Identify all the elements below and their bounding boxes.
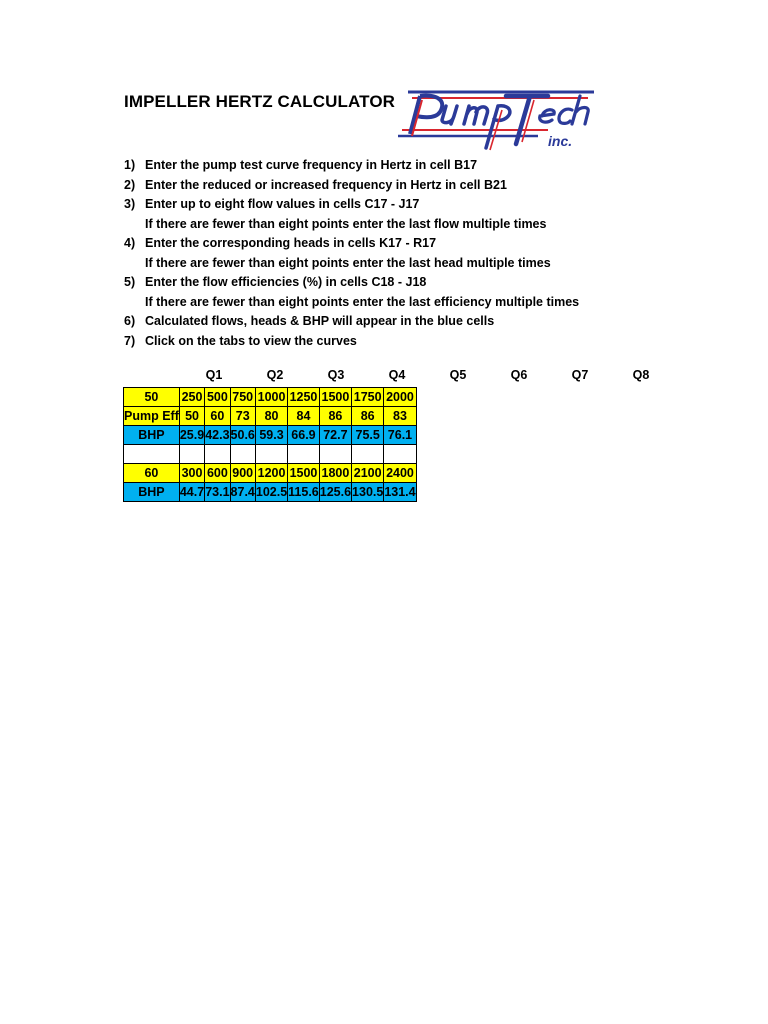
row-label-cell: Pump Eff xyxy=(124,407,180,426)
column-header-q7: Q7 xyxy=(571,368,589,382)
table-cell[interactable]: 2400 xyxy=(384,464,416,483)
table-cell[interactable]: 73 xyxy=(230,407,255,426)
table-cell xyxy=(384,445,416,464)
calculator-table xyxy=(123,387,417,502)
column-header-q4: Q4 xyxy=(388,368,406,382)
spacer-row xyxy=(124,445,417,464)
table-cell[interactable]: 1750 xyxy=(352,388,384,407)
table-cell xyxy=(179,445,204,464)
column-header-q3: Q3 xyxy=(327,368,345,382)
table-cell[interactable]: 300 xyxy=(179,464,204,483)
table-cell[interactable]: 83 xyxy=(384,407,416,426)
row-label-cell: BHP xyxy=(124,426,180,445)
table-cell[interactable]: 1500 xyxy=(288,464,320,483)
table-cell[interactable]: 2100 xyxy=(352,464,384,483)
table-cell xyxy=(205,445,230,464)
table-cell[interactable]: 86 xyxy=(319,407,351,426)
table-cell xyxy=(230,445,255,464)
table-cell[interactable]: 1500 xyxy=(319,388,351,407)
table-cell xyxy=(319,445,351,464)
table-cell: 75.5 xyxy=(352,426,384,445)
table-cell: 72.7 xyxy=(319,426,351,445)
pump-efficiency-row xyxy=(124,407,417,426)
column-header-q6: Q6 xyxy=(510,368,528,382)
table-cell[interactable]: 250 xyxy=(179,388,204,407)
table-cell[interactable]: 750 xyxy=(230,388,255,407)
instructions-list xyxy=(124,156,579,351)
new-frequency-flow-row xyxy=(124,464,417,483)
table-cell[interactable]: 60 xyxy=(205,407,230,426)
column-header-q2: Q2 xyxy=(266,368,284,382)
instruction-5-note: If there are fewer than eight points enter the last efficiency multiple times xyxy=(145,294,580,309)
table-cell[interactable]: 2000 xyxy=(384,388,416,407)
row-label-cell xyxy=(124,445,180,464)
table-cell xyxy=(352,445,384,464)
bhp-row-test xyxy=(124,426,417,445)
table-cell: 102.5 xyxy=(255,483,287,502)
table-cell[interactable]: 500 xyxy=(205,388,230,407)
instruction-7: 7) Click on the tabs to view the curves xyxy=(124,333,357,348)
instruction-5: 5) Enter the flow efficiencies (%) in cells C18 - J18 xyxy=(124,275,427,289)
table-cell: 76.1 xyxy=(384,426,416,445)
instruction-1: 1) Enter the pump test curve frequency in Hertz in cell B17 xyxy=(124,158,478,172)
table-cell: 66.9 xyxy=(288,426,320,445)
instruction-3-note: If there are fewer than eight points enter the last flow multiple times xyxy=(145,216,547,231)
instruction-3: 3) Enter up to eight flow values in cells C17 - J17 xyxy=(124,197,420,211)
table-cell xyxy=(288,445,320,464)
table-cell: 44.7 xyxy=(179,483,204,502)
column-header-q5: Q5 xyxy=(449,368,467,382)
test-frequency-flow-row xyxy=(124,388,417,407)
row-label-cell[interactable]: 50 xyxy=(124,388,180,407)
table-cell: 25.9 xyxy=(179,426,204,445)
table-cell[interactable]: 1250 xyxy=(288,388,320,407)
row-label-cell: BHP xyxy=(124,483,180,502)
table-cell[interactable]: 86 xyxy=(352,407,384,426)
table-cell[interactable]: 600 xyxy=(205,464,230,483)
table-cell[interactable]: 50 xyxy=(179,407,204,426)
table-cell: 73.1 xyxy=(205,483,230,502)
instruction-6: 6) Calculated flows, heads & BHP will appear in the blue cells xyxy=(124,314,495,328)
table-cell[interactable]: 1800 xyxy=(319,464,351,483)
logo-inc-text: inc. xyxy=(548,133,573,149)
column-header-q1: Q1 xyxy=(205,368,223,382)
table-cell[interactable]: 1000 xyxy=(255,388,287,407)
table-cell: 130.5 xyxy=(352,483,384,502)
instruction-4: 4) Enter the corresponding heads in cells K17 - R17 xyxy=(124,236,437,250)
instruction-4-note: If there are fewer than eight points enter the last head multiple times xyxy=(145,255,551,270)
table-cell: 50.6 xyxy=(230,426,255,445)
bhp-row-new xyxy=(124,483,417,502)
page-title: IMPELLER HERTZ CALCULATOR xyxy=(124,92,396,111)
table-cell: 59.3 xyxy=(255,426,287,445)
table-cell[interactable]: 84 xyxy=(288,407,320,426)
column-header-q8: Q8 xyxy=(632,368,650,382)
table-cell: 42.3 xyxy=(205,426,230,445)
row-label-cell[interactable]: 60 xyxy=(124,464,180,483)
instruction-2: 2) Enter the reduced or increased frequency in Hertz in cell B21 xyxy=(124,177,507,192)
table-cell xyxy=(255,445,287,464)
pumptech-logo xyxy=(398,86,602,152)
table-cell[interactable]: 1200 xyxy=(255,464,287,483)
table-cell: 125.6 xyxy=(319,483,351,502)
pumptech-logo-graphic xyxy=(398,86,602,152)
table-cell[interactable]: 80 xyxy=(255,407,287,426)
table-cell: 115.6 xyxy=(288,483,320,502)
table-cell: 131.4 xyxy=(384,483,416,502)
table-cell[interactable]: 900 xyxy=(230,464,255,483)
table-cell: 87.4 xyxy=(230,483,255,502)
